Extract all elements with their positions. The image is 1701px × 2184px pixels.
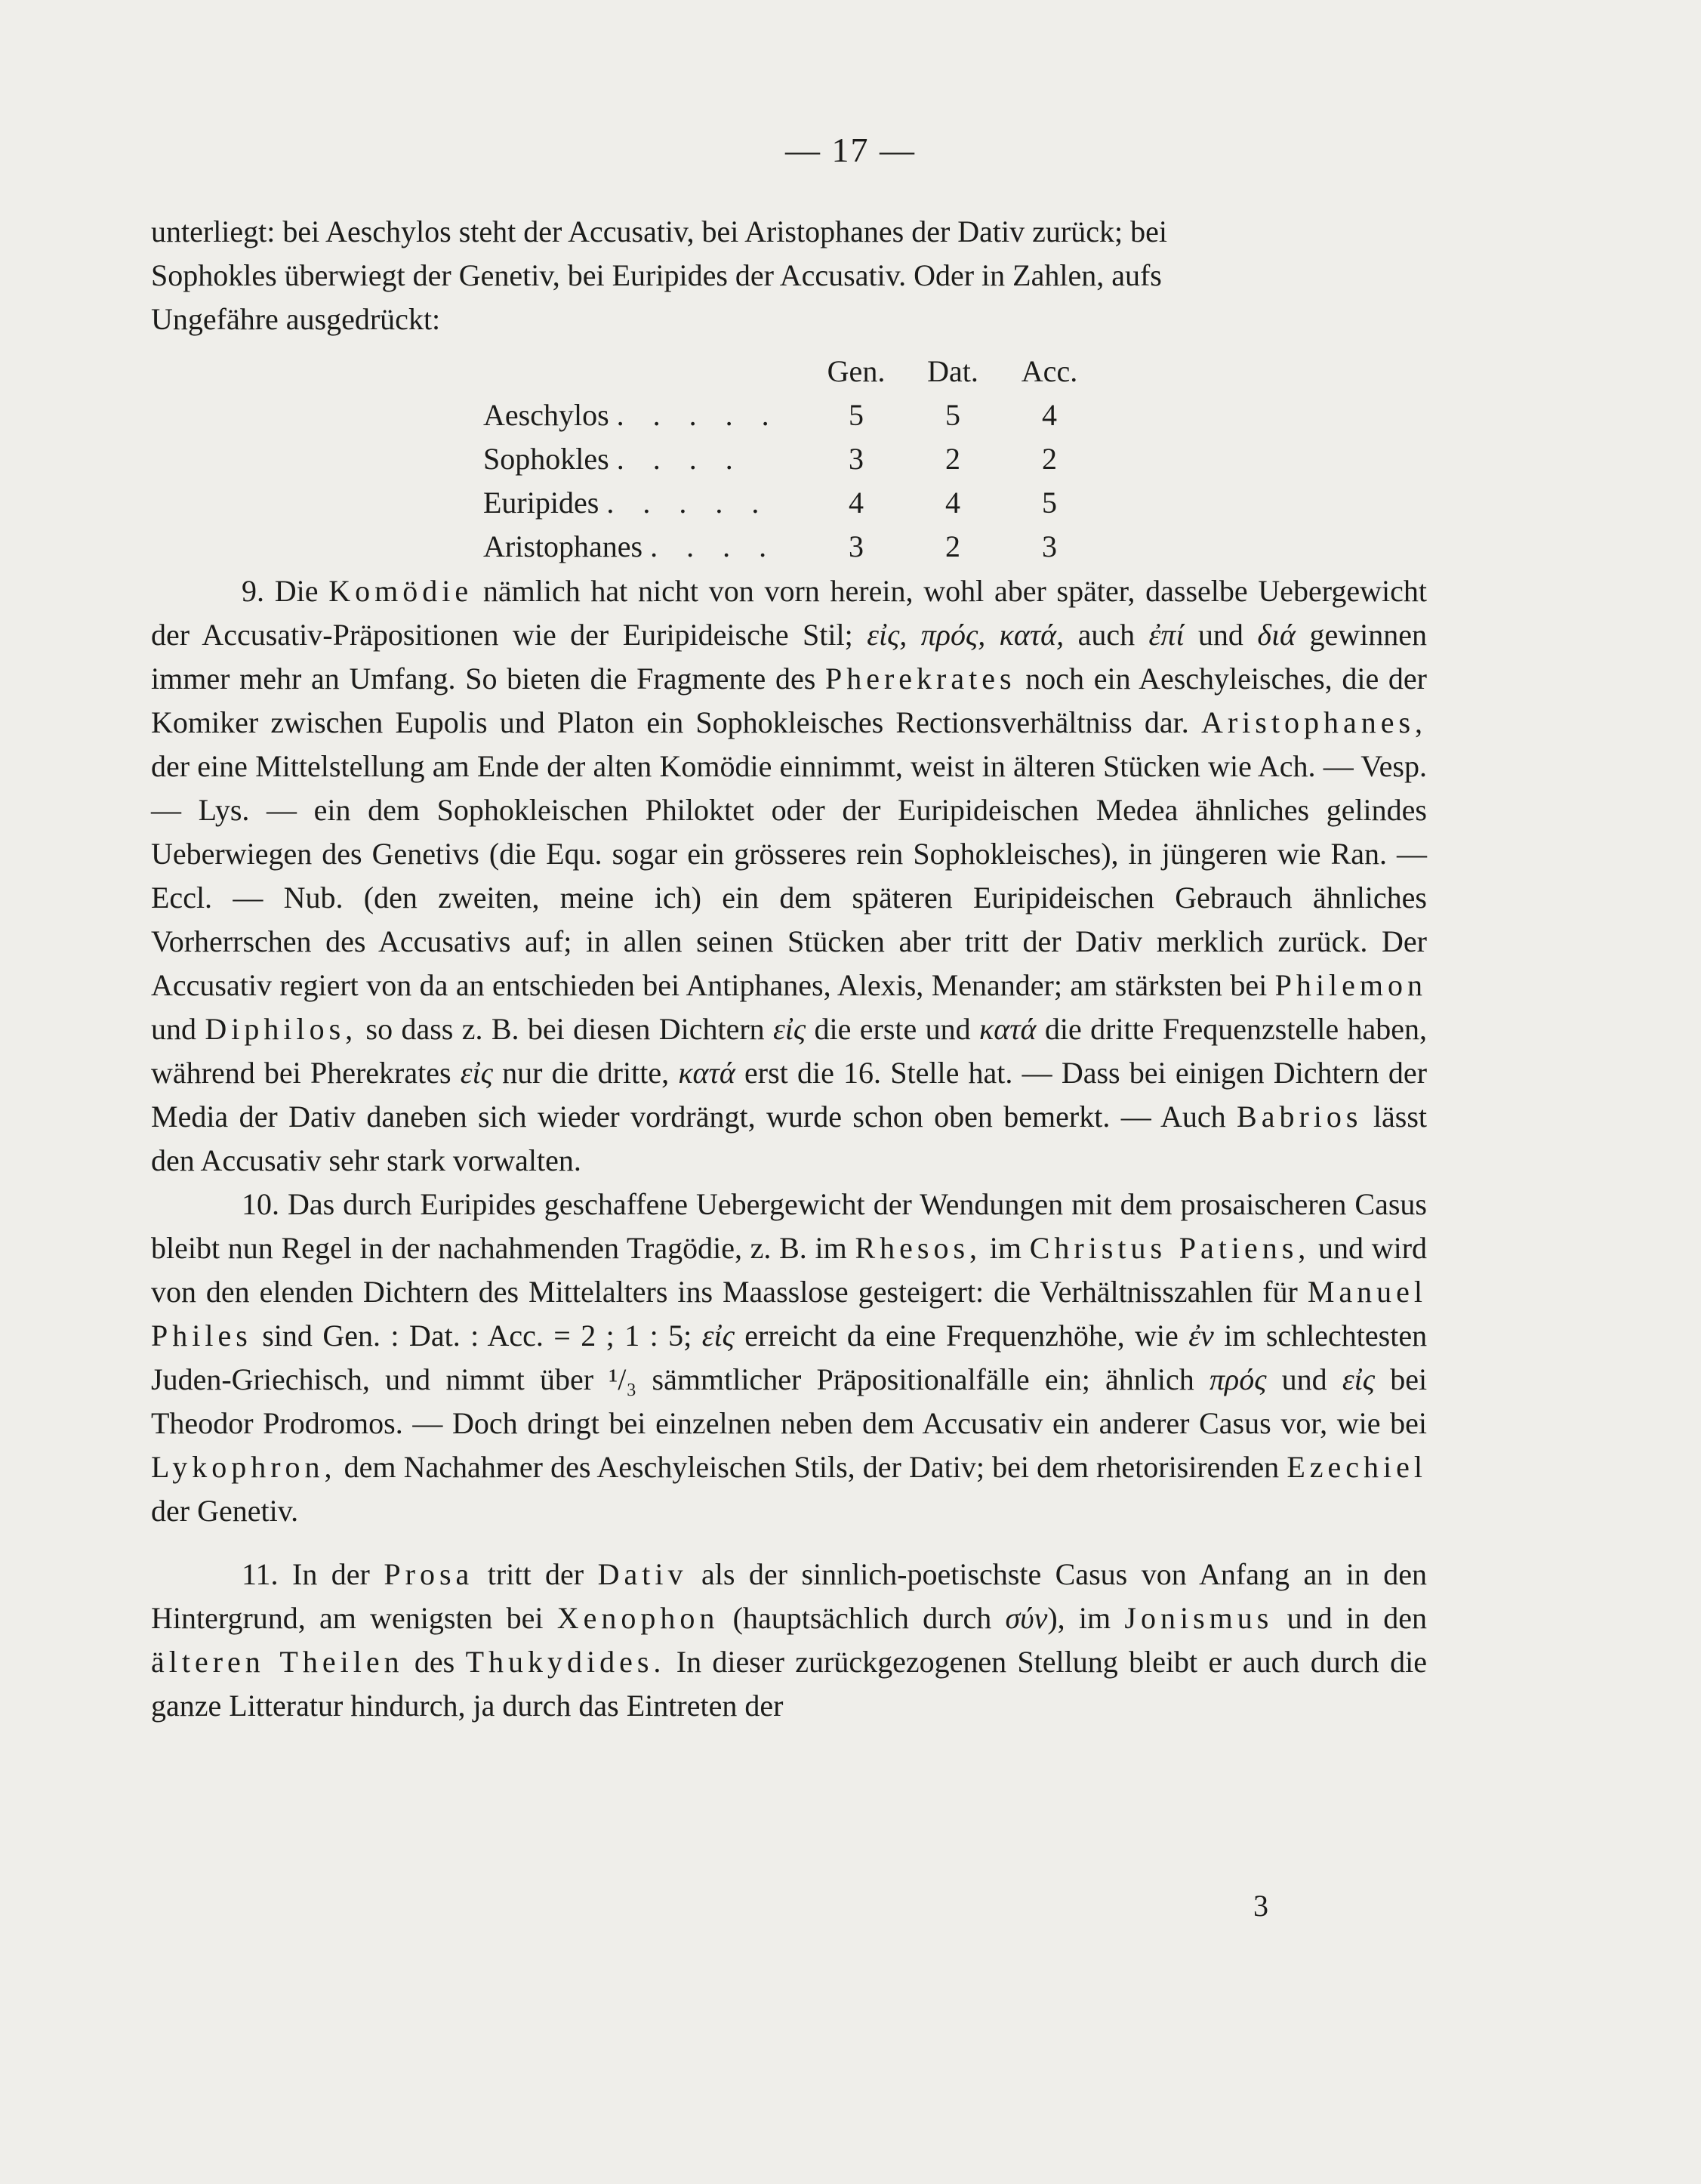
page-number: — 17 — <box>785 131 916 169</box>
table-header-gen: Gen. <box>827 353 886 388</box>
poet-name: Aeschylos <box>483 397 609 432</box>
poet-name: Sophokles <box>483 441 609 476</box>
table-row <box>483 393 1098 436</box>
table-header-dat: Dat. <box>927 353 978 388</box>
dat-value: 4 <box>945 485 960 520</box>
leader-dots: . . . . <box>650 529 778 563</box>
gen-value: 4 <box>849 485 864 520</box>
poet-cell <box>483 480 808 524</box>
table-header-empty <box>483 349 808 393</box>
leader-dots: . . . . <box>616 441 744 476</box>
paragraph-11: 11. In der Prosa tritt der Dativ als der sinnlich-poetischste Casus von Anfang an in den Hintergrund, am wenigsten bei Xenophon (hauptsächlich durch σύν), im Jonismus und in den älteren Theilen des Thukydides. In dieser zurückgezogenen Stellung bleibt er auch durch die ganze Litteratur hindurch, ja durch das Eintreten der <box>151 1557 1428 1723</box>
paragraph-10: 10. Das durch Euripides geschaffene Uebergewicht der Wendungen mit dem prosaischeren Casus bleibt nun Regel in der nachahmenden Tragödie, z. B. im Rhesos, im Christus Patiens, und wird von den elenden Dichtern des Mittelalters ins Maasslose gesteigert: die Verhältnisszahlen für Manuel Philes sind Gen. : Dat. : Acc. = 2 ; 1 : 5; εἰς erreicht da eine Frequenzhöhe, wie ἐν im schlechtesten Juden-Griechisch, und nimmt über ¹/₃ sämmtlicher Präpositionalfälle ein; ähnlich πρός und εἰς bei Theodor Prodromos. — Doch dringt bei einzelnen neben dem Accusativ ein anderer Casus vor, wie bei Lykophron, dem Nachahmer des Aeschyleischen Stils, der Dativ; bei dem rhetorisirenden Ezechiel der Genetiv. <box>151 1187 1428 1528</box>
poet-cell <box>483 393 808 436</box>
table-row <box>483 480 1098 524</box>
poet-cell <box>483 524 808 568</box>
poet-cell <box>483 436 808 480</box>
table-header-acc: Acc. <box>1021 353 1078 388</box>
acc-value: 3 <box>1042 529 1057 563</box>
acc-value: 4 <box>1042 397 1057 432</box>
table-header-row <box>483 349 1098 393</box>
case-frequency-table <box>483 349 1098 568</box>
dat-value: 2 <box>945 441 960 476</box>
dat-value: 2 <box>945 529 960 563</box>
printer-signature: 3 <box>1253 1889 1268 1923</box>
leader-dots: . . . . . <box>606 485 770 520</box>
gen-value: 5 <box>849 397 864 432</box>
acc-value: 2 <box>1042 441 1057 476</box>
leader-dots: . . . . . <box>616 397 780 432</box>
intro-line: Ungefähre ausgedrückt: <box>151 302 441 336</box>
acc-value: 5 <box>1042 485 1057 520</box>
table-row <box>483 436 1098 480</box>
gen-value: 3 <box>849 529 864 563</box>
poet-name: Euripides <box>483 485 599 520</box>
dat-value: 5 <box>945 397 960 432</box>
gen-value: 3 <box>849 441 864 476</box>
intro-line: Sophokles überwiegt der Genetiv, bei Euripides der Accusativ. Oder in Zahlen, aufs <box>151 258 1162 292</box>
paragraph-9: 9. Die Komödie nämlich hat nicht von vorn herein, wohl aber später, dasselbe Uebergewicht der Accusativ-Präpositionen wie der Euripideische Stil; εἰς, πρός, κατά, auch ἐπί und διά gewinnen immer mehr an Umfang. So bieten die Fragmente des Pherekrates noch ein Aeschyleisches, die der Komiker zwischen Eupolis und Platon ein Sophokleisches Rectionsverhältniss dar. Aristophanes, der eine Mittelstellung am Ende der alten Komödie einnimmt, weist in älteren Stücken wie Ach. — Vesp. — Lys. — ein dem Sophokleischen Philoktet oder der Euripideischen Medea ähnliches gelindes Ueberwiegen des Genetivs (die Equ. sogar ein grösseres rein Sophokleisches), in jüngeren wie Ran. — Eccl. — Nub. (den zweiten, meine ich) ein dem späteren Euripideischen Gebrauch ähnliches Vorherrschen des Accusativs auf; in allen seinen Stücken aber tritt der Dativ merklich zurück. Der Accusativ regiert von da an entschieden bei Antiphanes, Alexis, Menander; am stärksten bei Philemon und Diphilos, so dass z. B. bei diesen Dichtern εἰς die erste und κατά die dritte Frequenzstelle haben, während bei Pherekrates εἰς nur die dritte, κατά erst die 16. Stelle hat. — Dass bei einigen Dichtern der Media der Dativ daneben sich wieder vordrängt, wurde schon oben bemerkt. — Auch Babrios lässt den Accusativ sehr stark vorwalten. <box>151 574 1428 1177</box>
table-row <box>483 524 1098 568</box>
intro-paragraph <box>151 210 1427 341</box>
poet-name: Aristophanes <box>483 529 643 563</box>
intro-line: unterliegt: bei Aeschylos steht der Accusativ, bei Aristophanes der Dativ zurück; bei <box>151 214 1167 248</box>
main-text <box>151 569 1427 1728</box>
